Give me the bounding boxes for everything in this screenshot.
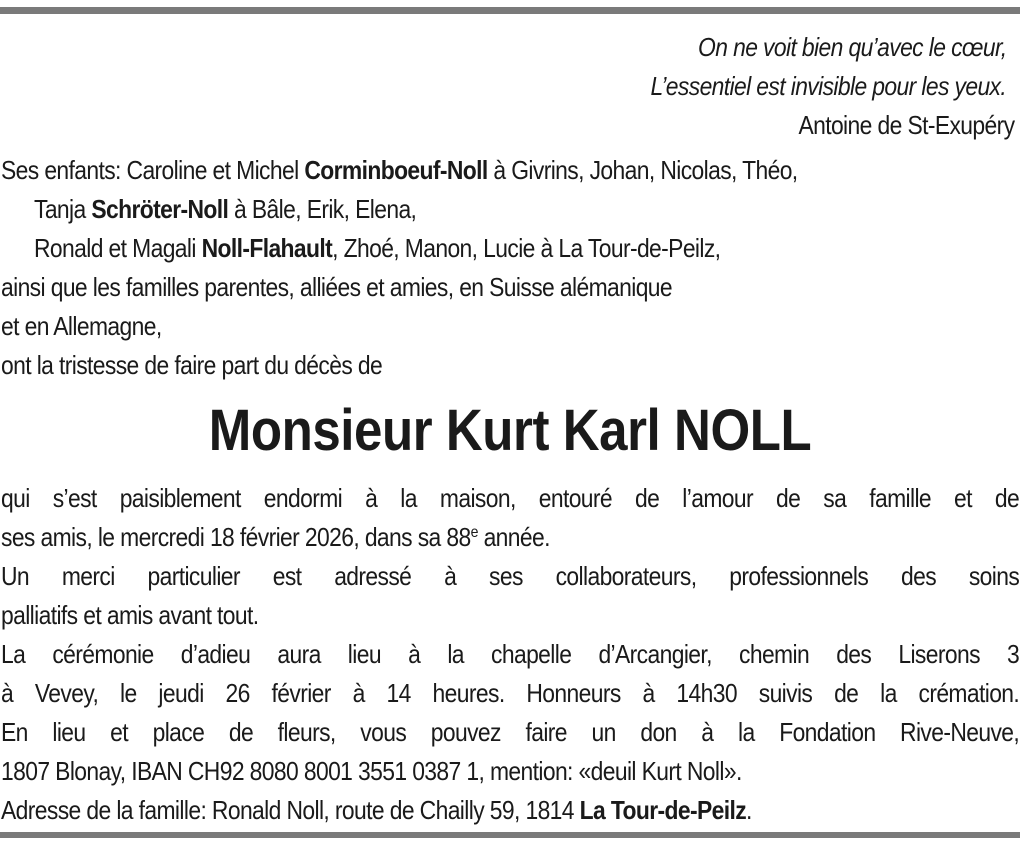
family-after-1: à Givrins, Johan, Nicolas, Théo, [487,155,798,185]
address-end: . [746,795,752,825]
epigraph-line-2: L’essentiel est invisible pour les yeux. [650,71,1006,101]
body-line-9 [1,793,752,827]
body-line-4: palliatifs et amis avant tout. [1,600,259,630]
body-line-5: La cérémonie d’adieu aura lieu à la chapelle d’Arcangier, chemin des Liserons 3 [1,639,1020,669]
bottom-divider [0,832,1020,838]
ordinal-suffix: e [470,524,478,541]
top-divider [0,7,1020,14]
body-line-2 [1,520,550,554]
family-line-6: ont la tristesse de faire part du décès de [1,350,383,380]
family-line-1 [1,153,798,187]
family-pre-2: Tanja [34,194,92,224]
body-line-1: qui s’est paisiblement endormi à la maison, entouré de l’amour de sa famille et de [1,483,1020,513]
family-after-3: , Zhoé, Manon, Lucie à La Tour-de-Peilz, [332,233,721,263]
family-name-2: Schröter-Noll [91,194,229,224]
family-line-2 [34,192,416,226]
family-address: Adresse de la famille: Ronald Noll, route de Chailly 59, 1814 [1,795,580,825]
address-town: La Tour-de-Peilz [579,795,747,825]
body-line-7: En lieu et place de fleurs, vous pouvez faire un don à la Fondation Rive-Neuve, [1,717,1020,747]
epigraph-line-1: On ne voit bien qu’avec le cœur, [697,32,1006,62]
family-line-5: et en Allemagne, [1,311,162,341]
body-line-8: 1807 Blonay, IBAN CH92 8080 8001 3551 0387 1, mention: «deuil Kurt Noll». [1,756,742,786]
family-line-3 [34,231,720,265]
body-line-2-text: ses amis, le mercredi 18 février 2026, dans sa 88 [1,522,471,552]
family-name-3: Noll-Flahault [201,233,333,263]
family-pre-3: Ronald et Magali [34,233,202,263]
deceased-name: Monsieur Kurt Karl NOLL [208,398,812,463]
body-line-2-end: année. [477,522,550,552]
family-after-2: à Bâle, Erik, Elena, [228,194,417,224]
body-line-3: Un merci particulier est adressé à ses collaborateurs, professionnels des soins [1,561,1020,591]
body-line-6: à Vevey, le jeudi 26 février à 14 heures. Honneurs à 14h30 suivis de la crémation. [1,678,1020,708]
family-intro: Ses enfants: Caroline et Michel [1,155,305,185]
family-line-4: ainsi que les familles parentes, alliées et amies, en Suisse alémanique [1,272,673,302]
family-name-1: Corminboeuf-Noll [304,155,488,185]
epigraph-author: Antoine de St-Exupéry [798,110,1014,140]
